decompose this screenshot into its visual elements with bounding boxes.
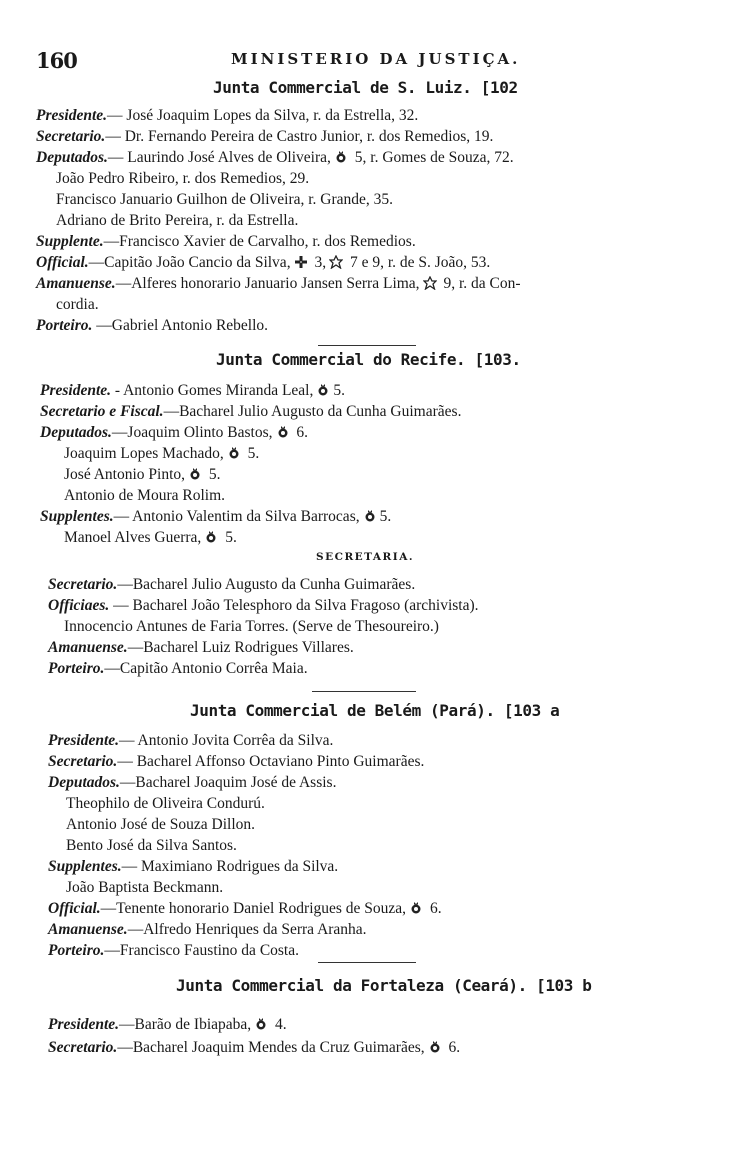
dash-separator: —: [119, 1016, 135, 1033]
entry-continuation: [64, 528, 237, 548]
entry-text: Bacharel Julio Augusto da Cunha Guimarães.: [179, 403, 462, 420]
role-label: Presidente.: [40, 382, 112, 399]
role-label: Amanuense.: [48, 921, 128, 938]
entry-line: [40, 402, 461, 422]
entry-text: Dr. Fernando Pereira de Castro Junior, r. dos Remedios, 19.: [120, 128, 494, 145]
entry-text: Joaquim Olinto Bastos,: [127, 424, 273, 441]
entry-line: [48, 941, 299, 961]
entry-text: Capitão Antonio Corrêa Maia.: [119, 660, 308, 677]
entry-text: Bacharel Joaquim José de Assis.: [135, 774, 337, 791]
dash-separator: —: [100, 900, 117, 917]
entry-text: Alfredo Henriques da Serra Aranha.: [143, 921, 367, 938]
entry-continuation: [64, 444, 259, 464]
entry-text: Antonio de Moura Rolim.: [64, 487, 226, 504]
entry-continuation: [64, 617, 439, 637]
dash-separator: —: [103, 233, 120, 250]
entry-text: Bacharel Luiz Rodrigues Villares.: [143, 639, 354, 656]
entry-line: [48, 575, 415, 595]
entry-line: [36, 274, 521, 294]
section-divider: [318, 962, 416, 963]
entry-continuation: [66, 836, 237, 856]
entry-continuation: [56, 295, 99, 315]
dash-separator: —: [117, 576, 133, 593]
cross-order-icon: [294, 255, 308, 269]
role-label: Supplentes.: [40, 508, 114, 525]
entry-line: [48, 920, 367, 940]
entry-text-after: 4.: [271, 1016, 287, 1033]
rose-order-icon: [409, 901, 423, 915]
dash-separator: —: [107, 149, 124, 166]
entry-continuation: [56, 211, 298, 231]
role-label: Porteiro.: [48, 942, 105, 959]
role-label: Presidente.: [36, 107, 108, 124]
entry-line: [48, 1038, 460, 1058]
dash-separator: —: [127, 639, 144, 656]
dash-separator: —: [109, 597, 129, 614]
dash-separator: —: [105, 128, 121, 145]
role-label: Porteiro.: [36, 317, 93, 334]
role-label: Presidente.: [48, 1016, 120, 1033]
role-label: Supplente.: [36, 233, 104, 250]
entry-line: [36, 127, 493, 147]
entry-line: [48, 899, 442, 919]
dash-separator: —: [107, 107, 123, 124]
entry-text: Capitão João Cancio da Silva,: [104, 254, 291, 271]
rose-order-icon: [316, 383, 330, 397]
running-title: MINISTERIO DA JUSTIÇA.: [231, 50, 521, 68]
entry-text: Maximiano Rodrigues da Silva.: [137, 858, 339, 875]
entry-text: cordia.: [56, 296, 99, 313]
role-label: Secretario.: [48, 576, 118, 593]
section-title: Junta Commercial de S. Luiz. [102: [213, 78, 518, 97]
entry-text: João Pedro Ribeiro, r. dos Remedios, 29.: [56, 170, 310, 187]
entry-text: Antonio Gomes Miranda Leal,: [120, 382, 314, 399]
entry-line: [48, 857, 338, 877]
dash-separator: —: [88, 254, 105, 271]
entry-continuation: [64, 465, 221, 485]
entry-line: [48, 659, 308, 679]
entry-line: [48, 638, 354, 658]
entry-line: [48, 596, 479, 616]
entry-text-after: 9, r. da Con-: [439, 275, 521, 292]
entry-text: José Antonio Pinto,: [64, 466, 186, 483]
entry-text-after: 5.: [205, 466, 221, 483]
role-label: Deputados.: [40, 424, 112, 441]
entry-text: João Baptista Beckmann.: [66, 879, 224, 896]
entry-text: Antonio Valentim da Silva Barrocas,: [129, 508, 360, 525]
star-order-icon: [329, 255, 343, 269]
page-number: 160: [36, 48, 77, 73]
dash-separator: —: [104, 660, 120, 677]
entry-text: José Joaquim Lopes da Silva, r. da Estrella, 32.: [122, 107, 419, 124]
entry-text: Bento José da Silva Santos.: [66, 837, 237, 854]
entry-text: Bacharel Julio Augusto da Cunha Guimarães.: [132, 576, 416, 593]
rose-order-icon: [363, 509, 377, 523]
subheading-secretaria: SECRETARIA.: [316, 551, 414, 563]
entry-line: [48, 731, 333, 751]
entry-continuation: [56, 169, 309, 189]
entry-text: Adriano de Brito Pereira, r. da Estrella.: [56, 212, 299, 229]
dash-separator: —: [115, 275, 132, 292]
role-label: Amanuense.: [48, 639, 128, 656]
role-label: Official.: [36, 254, 89, 271]
dash-separator: —: [113, 508, 130, 525]
entry-line: [40, 507, 391, 527]
role-label: Supplentes.: [48, 858, 122, 875]
entry-text: Gabriel Antonio Rebello.: [111, 317, 269, 334]
role-label: Deputados.: [36, 149, 108, 166]
section-divider: [312, 691, 416, 692]
entry-text-after: 5, r. Gomes de Souza, 72.: [350, 149, 514, 166]
rose-order-icon: [334, 150, 348, 164]
entry-text-after: 5.: [379, 508, 392, 525]
role-label: Secretario e Fiscal.: [40, 403, 164, 420]
entry-line: [48, 752, 424, 772]
entry-line: [36, 316, 268, 336]
entry-text-after: 5.: [333, 382, 345, 399]
entry-text-after: 6.: [426, 900, 442, 917]
entry-text: Francisco Xavier de Carvalho, r. dos Remedios.: [119, 233, 416, 250]
role-label: Secretario.: [48, 753, 118, 770]
dash-separator: -: [111, 382, 121, 399]
dash-separator: —: [111, 424, 128, 441]
entry-text-after: 5.: [221, 529, 237, 546]
entry-continuation: [56, 190, 393, 210]
entry-text: Innocencio Antunes de Faria Torres. (Serve de Thesoureiro.): [64, 618, 439, 635]
entry-text: Alferes honorario Januario Jansen Serra Lima,: [131, 275, 420, 292]
entry-continuation: [66, 815, 255, 835]
entry-text: Bacharel Joaquim Mendes da Cruz Guimarães,: [132, 1039, 425, 1056]
section-title: Junta Commercial da Fortaleza (Ceará). [103 b: [176, 976, 592, 995]
entry-continuation: [66, 794, 265, 814]
role-label: Deputados.: [48, 774, 120, 791]
entry-line: [36, 106, 418, 126]
entry-text: Bacharel João Telesphoro da Silva Fragoso (archivista).: [128, 597, 479, 614]
entry-text-after: 3,: [310, 254, 327, 271]
role-label: Secretario.: [36, 128, 106, 145]
entry-text: Manoel Alves Guerra,: [64, 529, 202, 546]
role-label: Secretario.: [48, 1039, 118, 1056]
entry-text: Antonio José de Souza Dillon.: [66, 816, 255, 833]
entry-line: [40, 423, 308, 443]
entry-text: Tenente honorario Daniel Rodrigues de Souza,: [116, 900, 407, 917]
dash-separator: —: [117, 1039, 133, 1056]
rose-order-icon: [227, 446, 241, 460]
entry-text: Laurindo José Alves de Oliveira,: [123, 149, 331, 166]
entry-line: [36, 253, 490, 273]
dash-separator: —: [119, 774, 136, 791]
entry-line: [36, 148, 514, 168]
role-label: Porteiro.: [48, 660, 105, 677]
entry-continuation: [64, 486, 225, 506]
entry-text: Barão de Ibiapaba,: [134, 1016, 252, 1033]
entry-continuation: [66, 878, 223, 898]
entry-text-after: 7 e 9, r. de S. João, 53.: [346, 254, 491, 271]
role-label: Officiaes.: [48, 597, 110, 614]
entry-text: Francisco Faustino da Costa.: [119, 942, 299, 959]
dash-separator: —: [119, 732, 135, 749]
dash-separator: —: [92, 317, 112, 334]
entry-line: [36, 232, 416, 252]
role-label: Amanuense.: [36, 275, 116, 292]
section-title: Junta Commercial de Belém (Pará). [103 a: [190, 701, 560, 720]
entry-text: Francisco Januario Guilhon de Oliveira, r. Grande, 35.: [56, 191, 394, 208]
star-order-icon: [423, 276, 437, 290]
dash-separator: —: [121, 858, 138, 875]
page-header: [36, 48, 696, 72]
dash-separator: —: [117, 753, 133, 770]
rose-order-icon: [254, 1017, 268, 1031]
entry-text: Theophilo de Oliveira Condurú.: [66, 795, 265, 812]
entry-text-after: 6.: [292, 424, 309, 441]
role-label: Presidente.: [48, 732, 120, 749]
dash-separator: —: [104, 942, 120, 959]
rose-order-icon: [276, 425, 290, 439]
section-divider: [318, 345, 416, 346]
dash-separator: —: [163, 403, 180, 420]
rose-order-icon: [204, 530, 218, 544]
rose-order-icon: [188, 467, 202, 481]
entry-text-after: 5.: [243, 445, 260, 462]
dash-separator: —: [127, 921, 144, 938]
entry-line: [48, 1015, 287, 1035]
role-label: Official.: [48, 900, 101, 917]
entry-text: Joaquim Lopes Machado,: [64, 445, 224, 462]
entry-text-after: 6.: [444, 1039, 461, 1056]
rose-order-icon: [428, 1040, 442, 1054]
entry-line: [40, 381, 345, 401]
entry-text: Bacharel Affonso Octaviano Pinto Guimarães.: [132, 753, 425, 770]
entry-line: [48, 773, 336, 793]
entry-text: Antonio Jovita Corrêa da Silva.: [134, 732, 334, 749]
section-title: Junta Commercial do Recife. [103.: [216, 350, 521, 369]
